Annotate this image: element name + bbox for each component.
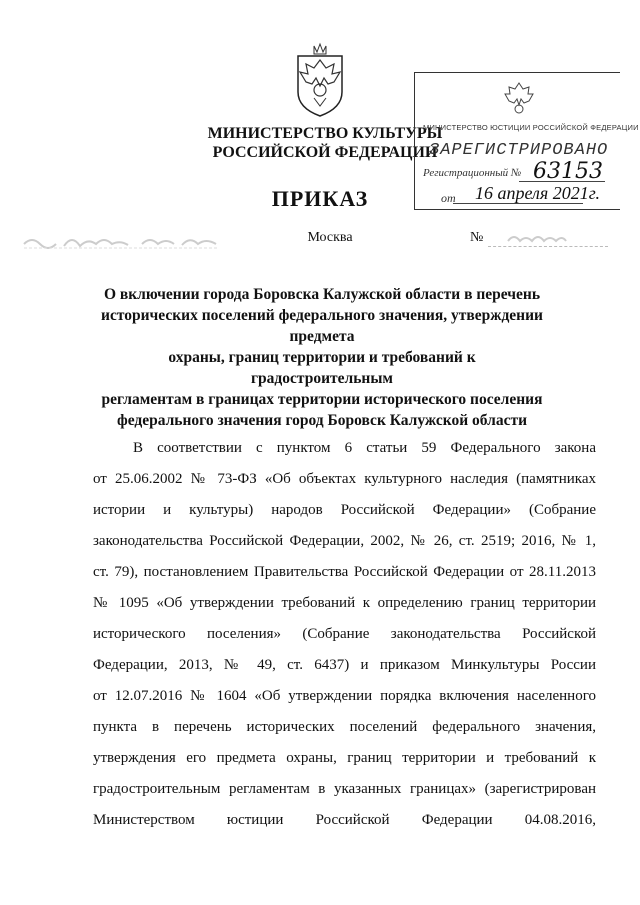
ministry-name-line2: РОССИЙСКОЙ ФЕДЕРАЦИИ xyxy=(212,144,438,161)
body-line: от 12.07.2016 № 1604 «Об утверждении порядка включения населенного xyxy=(93,688,596,704)
body-line: № 1095 «Об утверждении требований к определению границ территории xyxy=(93,595,596,611)
heading-line: О включении города Боровска Калужской области в перечень xyxy=(103,286,541,303)
order-date-handwritten xyxy=(22,232,220,250)
body-line: законодательства Российской Федерации, 2002, № 26, ст. 2519; 2016, № 1, xyxy=(93,533,596,549)
body-line: исторического поселения» (Собрание законодательства Российской xyxy=(93,626,596,642)
order-title: ПРИКАЗ xyxy=(271,186,369,211)
body-line: от 25.06.2002 № 73-ФЗ «Об объектах культурного наследия (памятниках xyxy=(93,471,596,487)
stamp-date-underline xyxy=(453,203,583,204)
order-heading xyxy=(96,284,548,431)
stamp-date-prefix: от xyxy=(441,191,456,205)
heading-line: охраны, границ территории и требований к градостроительным xyxy=(168,349,476,387)
stamp-emblem-icon xyxy=(499,79,539,119)
body-line: Министерством юстиции Российской Федерации 04.08.2016, xyxy=(93,812,596,828)
body-line: ст. 79), постановлением Правительства Российской Федерации от 28.11.2013 xyxy=(93,564,596,580)
body-line: градостроительным регламентам в указанных границах» (зарегистрирован xyxy=(93,781,596,797)
body-line: Федерации, 2013, № 49, ст. 6437) и приказом Минкультуры России xyxy=(93,657,596,673)
stamp-number-underline xyxy=(519,181,605,182)
heading-line: федерального значения город Боровск Калужской области xyxy=(116,412,528,429)
order-number-handwritten xyxy=(506,231,568,245)
stamp-registered-label: ЗАРЕГИСТРИРОВАНО xyxy=(429,141,609,160)
stamp-date: 16 апреля 2021г. xyxy=(475,183,601,203)
city: Москва xyxy=(307,230,353,245)
heading-line: исторических поселений федерального значения, утверждении предмета xyxy=(101,307,543,345)
order-number-underline xyxy=(488,246,608,247)
heading-line: регламентам в границах территории исторического поселения xyxy=(101,391,543,408)
body-line: пункта в перечень исторических поселений федерального значения, xyxy=(93,719,596,735)
registration-stamp xyxy=(414,72,639,210)
stamp-organization: МИНИСТЕРСТВО ЮСТИЦИИ РОССИЙСКОЙ ФЕДЕРАЦИИ xyxy=(423,123,639,132)
ministry-name-line1: МИНИСТЕРСТВО КУЛЬТУРЫ xyxy=(207,125,443,142)
body-line: истории и культуры) народов Российской Федерации» (Собрание xyxy=(93,502,596,518)
body-line: В соответствии с пунктом 6 статьи 59 Федерального закона xyxy=(133,440,596,456)
stamp-registration-label: Регистрационный № xyxy=(423,167,522,179)
body-line: утверждения его предмета охраны, границ территории и требований к xyxy=(93,750,596,766)
coat-of-arms-emblem xyxy=(284,38,356,118)
stamp-registration-number: 63153 xyxy=(533,159,603,184)
order-number-sign: № xyxy=(470,230,484,245)
